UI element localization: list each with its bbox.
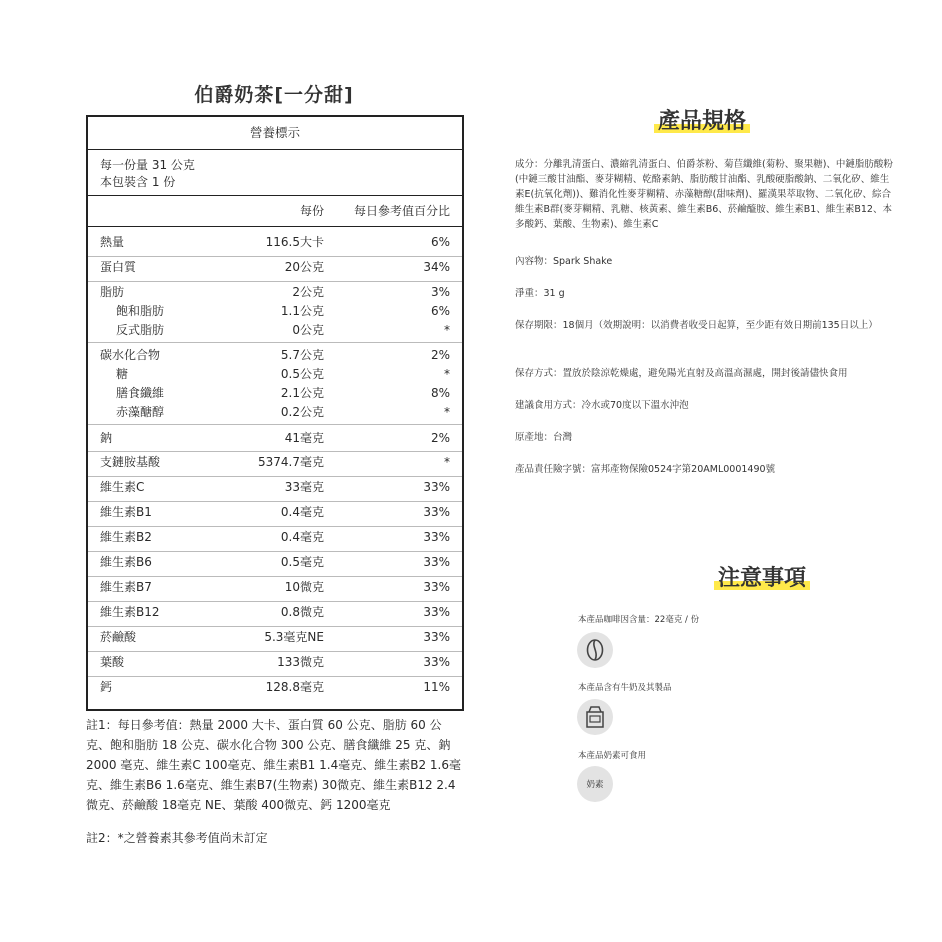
- nutrition-row: 支鏈胺基酸 5374.7毫克 *: [100, 455, 450, 469]
- spec-usage: 建議食用方式：冷水或70度以下溫水沖泡: [515, 400, 689, 411]
- asterisk-note: 註2：*之營養素其參考值尚未訂定: [86, 831, 268, 845]
- nutrition-row: 脂肪 2公克 3%: [100, 285, 450, 299]
- nutrition-facts-table: [86, 115, 464, 711]
- nutrition-row: 飽和脂肪 1.1公克 6%: [116, 304, 450, 318]
- vegetarian-label: 本產品奶素可食用: [578, 751, 647, 761]
- col-daily-value: 每日參考值百分比: [353, 204, 450, 218]
- notice-title: 注意事項: [718, 561, 806, 592]
- col-per-serving: 每份: [299, 204, 324, 218]
- spec-net-weight: 淨重：31 g: [515, 288, 565, 299]
- vegetarian-badge-icon: [577, 766, 613, 802]
- spec-content: 內容物：Spark Shake: [515, 256, 613, 267]
- spec-title: 產品規格: [658, 104, 746, 135]
- serving-info: [100, 157, 195, 191]
- nutrition-row: 維生素B2 0.4毫克 33%: [100, 530, 450, 544]
- spec-shelf-life: 保存期限：18個月（效期說明：以消費者收受日起算，至少距有效日期前135日以上）: [515, 320, 878, 331]
- nutrition-row: 蛋白質 20公克 34%: [100, 260, 450, 274]
- nutrition-row: 葉酸 133微克 33%: [100, 655, 450, 669]
- nutrition-row: 菸鹼酸 5.3毫克NE 33%: [100, 630, 450, 644]
- daily-value-note: 註1：每日參考值：熱量 2000 大卡、蛋白質 60 公克、脂肪 60 公克、飽和脂肪 18 公克、碳水化合物 300 公克、膳食纖維 25 克、鈉 2000 毫克、維生素C 100毫克、維生素B1 1.4毫克、維生素B2 1.6毫克、維生素B6 1.6毫克、維生素B7(生物素) 30微克、維生素B12 2.4微克、菸鹼酸 18毫克 NE、葉酸 400微克、鈣 1200毫克: [86, 718, 461, 812]
- nutrition-row: 維生素B12 0.8微克 33%: [100, 605, 450, 619]
- nutrition-header: 營養標示: [88, 117, 462, 150]
- nutrition-row: 維生素C 33毫克 33%: [100, 480, 450, 494]
- nutrition-row: 膳食纖維 2.1公克 8%: [116, 386, 450, 400]
- spec-ingredients: 成分：分離乳清蛋白、濃縮乳清蛋白、伯爵茶粉、菊苣纖維(菊粉、聚果糖)、中鏈脂肪酸粉(中鏈三酸甘油酯、麥芽糊精、乾酪素鈉、脂肪酸甘油酯、乳酸硬脂酸鈉、二氧化矽、維生素E(抗氧化劑))、難消化性麥芽糊精、赤藻糖醇(甜味劑)、羅漢果萃取物、二氧化矽、綜合維生素B群(麥芽糊精、乳糖、核黃素、維生素B6、菸鹼醯胺、維生素B1、維生素B12、本多酸鈣、葉酸、生物素)、維生素C: [515, 159, 893, 230]
- nutrition-row: 反式脂肪 0公克 *: [116, 323, 450, 337]
- nutrition-row: 維生素B7 10微克 33%: [100, 580, 450, 594]
- spec-insurance: 產品責任險字號：富邦產物保險0524字第20AML0001490號: [515, 464, 776, 475]
- servings-per-pack: 本包裝含 1 份: [100, 175, 176, 189]
- coffee-bean-icon: [577, 632, 613, 668]
- vegetarian-badge-text: 奶素: [586, 780, 604, 790]
- nutrition-column-header: [88, 195, 462, 227]
- milk-label: 本產品含有牛奶及其製品: [578, 683, 672, 693]
- milk-carton-icon: [577, 699, 613, 735]
- product-title: 伯爵奶茶[一分甜]: [194, 84, 354, 106]
- spec-storage: 保存方式：置放於陰涼乾燥處，避免陽光直射及高溫高濕處，開封後請儘快食用: [515, 368, 848, 379]
- spec-origin: 原產地：台灣: [515, 432, 573, 443]
- caffeine-label: 本產品咖啡因含量：22毫克 / 份: [578, 615, 700, 625]
- nutrition-row: 維生素B1 0.4毫克 33%: [100, 505, 450, 519]
- nutrition-row: 鈣 128.8毫克 11%: [100, 680, 450, 694]
- nutrition-row: 糖 0.5公克 *: [116, 367, 450, 381]
- nutrition-row: 熱量 116.5大卡 6%: [100, 235, 450, 249]
- nutrition-row: 赤藻醣醇 0.2公克 *: [116, 405, 450, 419]
- nutrition-row: 碳水化合物 5.7公克 2%: [100, 348, 450, 362]
- serving-size: 每一份量 31 公克: [100, 158, 195, 172]
- nutrition-row: 鈉 41毫克 2%: [100, 431, 450, 445]
- nutrition-row: 維生素B6 0.5毫克 33%: [100, 555, 450, 569]
